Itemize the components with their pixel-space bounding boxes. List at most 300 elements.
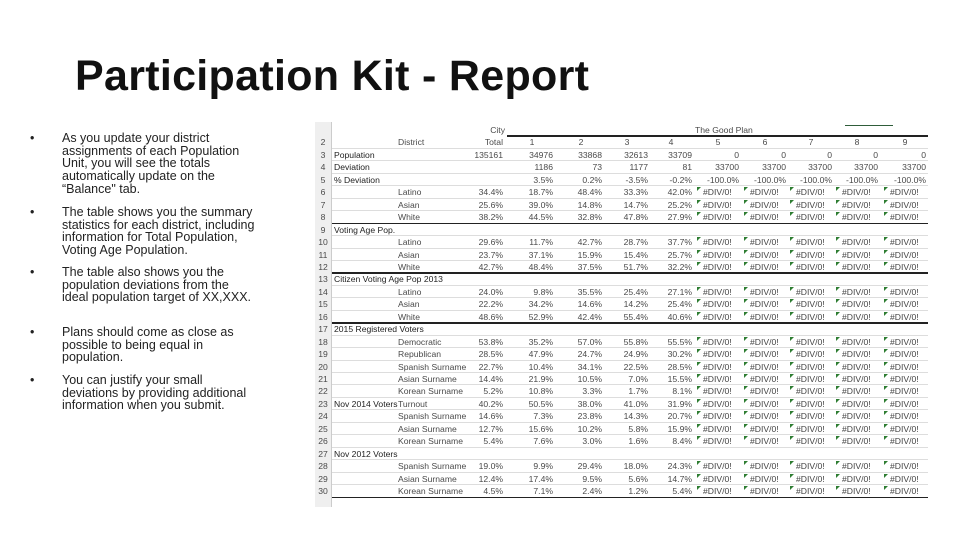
table-cell: 57.0% xyxy=(577,336,602,347)
error-indicator-icon xyxy=(884,349,888,353)
table-cell: 44.5% xyxy=(528,212,553,223)
table-cell: #DIV/0! xyxy=(703,249,732,260)
column-header: 1 xyxy=(529,137,535,148)
table-cell: #DIV/0! xyxy=(703,286,732,297)
error-indicator-icon xyxy=(790,237,794,241)
row-sublabel: Asian Surname xyxy=(398,423,457,434)
table-cell: 33700 xyxy=(715,162,739,173)
error-indicator-icon xyxy=(836,374,840,378)
table-cell: 15.9% xyxy=(667,423,692,434)
table-cell: #DIV/0! xyxy=(750,411,779,422)
table-cell: 27.9% xyxy=(667,212,692,223)
table-cell: 37.5% xyxy=(577,261,602,272)
error-indicator-icon xyxy=(884,374,888,378)
table-cell: #DIV/0! xyxy=(796,212,825,223)
error-indicator-icon xyxy=(884,237,888,241)
table-cell: #DIV/0! xyxy=(842,473,871,484)
row-label: Deviation xyxy=(334,162,370,173)
error-indicator-icon xyxy=(836,362,840,366)
table-cell: #DIV/0! xyxy=(750,349,779,360)
table-cell: 15.6% xyxy=(528,423,553,434)
error-indicator-icon xyxy=(790,200,794,204)
row-sublabel: Korean Surname xyxy=(398,436,463,447)
error-indicator-icon xyxy=(697,486,701,490)
table-cell: #DIV/0! xyxy=(842,299,871,310)
error-indicator-icon xyxy=(697,386,701,390)
error-indicator-icon xyxy=(744,399,748,403)
table-cell: 17.4% xyxy=(528,473,553,484)
error-indicator-icon xyxy=(836,436,840,440)
table-cell: #DIV/0! xyxy=(890,374,919,384)
table-cell: 25.4% xyxy=(623,286,648,297)
table-cell: 34976 xyxy=(529,149,553,160)
row-number: 20 xyxy=(318,361,328,372)
table-cell: 10.5% xyxy=(577,374,602,384)
row-sublabel: Asian xyxy=(398,199,420,210)
table-cell: 1.7% xyxy=(628,386,648,397)
table-cell: 40.2% xyxy=(478,398,503,409)
table-cell: 33700 xyxy=(808,162,832,173)
table-cell: -3.5% xyxy=(625,174,648,185)
row-sublabel: Asian Surname xyxy=(398,473,457,484)
row-number: 14 xyxy=(318,286,328,297)
table-cell: #DIV/0! xyxy=(842,212,871,223)
table-cell: -100.0% xyxy=(893,174,926,185)
error-indicator-icon xyxy=(744,262,748,266)
table-cell: 3.0% xyxy=(582,436,602,447)
table-cell: #DIV/0! xyxy=(796,261,825,272)
error-indicator-icon xyxy=(836,212,840,216)
row-label: Citizen Voting Age Pop 2013 xyxy=(334,274,443,285)
table-cell: 14.2% xyxy=(623,299,648,310)
table-cell: 55.5% xyxy=(667,336,692,347)
table-cell: #DIV/0! xyxy=(703,486,732,497)
table-cell: 55.4% xyxy=(623,311,648,322)
table-cell: #DIV/0! xyxy=(750,199,779,210)
error-indicator-icon xyxy=(884,250,888,254)
row-number: 18 xyxy=(318,336,328,347)
table-cell: #DIV/0! xyxy=(890,311,919,322)
row-sublabel: Asian xyxy=(398,299,420,310)
table-cell: 21.9% xyxy=(528,374,553,384)
table-cell: #DIV/0! xyxy=(750,187,779,198)
error-indicator-icon xyxy=(884,399,888,403)
error-indicator-icon xyxy=(697,424,701,428)
error-indicator-icon xyxy=(790,486,794,490)
error-indicator-icon xyxy=(697,187,701,191)
table-cell: 4.5% xyxy=(483,486,503,497)
table-cell: 33709 xyxy=(668,149,692,160)
error-indicator-icon xyxy=(836,461,840,465)
bullet-line: Plans should come as close as xyxy=(62,325,234,339)
error-indicator-icon xyxy=(884,362,888,366)
error-indicator-icon xyxy=(744,424,748,428)
row-sublabel: Republican xyxy=(398,349,441,360)
table-cell: 47.8% xyxy=(623,212,648,223)
row-sublabel: Latino xyxy=(398,187,422,198)
table-cell: 37.1% xyxy=(528,249,553,260)
table-cell: 9.5% xyxy=(582,473,602,484)
error-indicator-icon xyxy=(697,262,701,266)
row-number: 3 xyxy=(320,149,326,160)
table-cell: 30.2% xyxy=(667,349,692,360)
table-cell: 32.8% xyxy=(577,212,602,223)
table-cell: 1.2% xyxy=(628,486,648,497)
table-cell: 28.5% xyxy=(478,349,503,360)
table-cell: #DIV/0! xyxy=(750,212,779,223)
row-number: 23 xyxy=(318,398,328,409)
row-number: 13 xyxy=(318,274,328,285)
table-cell: #DIV/0! xyxy=(703,374,732,384)
column-header: 2 xyxy=(578,137,584,148)
table-cell: #DIV/0! xyxy=(842,398,871,409)
error-indicator-icon xyxy=(697,250,701,254)
error-indicator-icon xyxy=(697,299,701,303)
row-number: 9 xyxy=(320,224,326,235)
error-indicator-icon xyxy=(884,299,888,303)
row-number: 8 xyxy=(320,212,326,223)
table-cell: 42.4% xyxy=(577,311,602,322)
table-cell: #DIV/0! xyxy=(703,361,732,372)
table-cell: #DIV/0! xyxy=(750,398,779,409)
table-cell: -0.2% xyxy=(669,174,692,185)
table-cell: #DIV/0! xyxy=(890,299,919,310)
row-number: 4 xyxy=(320,162,326,173)
table-cell: 32613 xyxy=(624,149,648,160)
table-cell: #DIV/0! xyxy=(750,249,779,260)
table-cell: 15.5% xyxy=(667,374,692,384)
table-cell: #DIV/0! xyxy=(750,461,779,472)
table-cell: #DIV/0! xyxy=(842,361,871,372)
error-indicator-icon xyxy=(697,461,701,465)
bullet-line: automatically update on the xyxy=(62,169,215,184)
table-cell: 25.6% xyxy=(478,199,503,210)
column-header: 5 xyxy=(715,137,721,148)
error-indicator-icon xyxy=(744,200,748,204)
table-cell: #DIV/0! xyxy=(703,386,732,397)
table-cell: #DIV/0! xyxy=(703,261,732,272)
table-cell: 0 xyxy=(734,149,739,160)
bullet-dot-icon: • xyxy=(30,265,35,279)
table-cell: 14.3% xyxy=(623,411,648,422)
table-cell: 41.0% xyxy=(623,398,648,409)
table-cell: 14.7% xyxy=(623,199,648,210)
row-number: 12 xyxy=(318,261,328,272)
row-sublabel: Turnout xyxy=(398,398,428,409)
error-indicator-icon xyxy=(836,424,840,428)
table-cell: #DIV/0! xyxy=(796,311,825,322)
error-indicator-icon xyxy=(836,474,840,478)
row-sublabel: White xyxy=(398,212,420,223)
table-cell: 12.7% xyxy=(478,423,503,434)
table-cell: 48.6% xyxy=(478,311,503,322)
row-number: 2 xyxy=(320,137,326,148)
bullet-line: possible to being equal in xyxy=(62,337,204,352)
table-cell: 22.2% xyxy=(478,299,503,310)
table-cell: #DIV/0! xyxy=(703,461,732,472)
table-cell: 1186 xyxy=(534,162,553,173)
table-cell: 25.4% xyxy=(667,299,692,310)
error-indicator-icon xyxy=(697,474,701,478)
table-cell: #DIV/0! xyxy=(703,423,732,434)
bullet-line: deviations by providing additional xyxy=(62,385,247,400)
bullet-line: The table also shows you the xyxy=(62,265,224,279)
table-cell: #DIV/0! xyxy=(842,349,871,360)
error-indicator-icon xyxy=(790,299,794,303)
row-sublabel: Democratic xyxy=(398,336,442,347)
table-cell: #DIV/0! xyxy=(703,436,732,447)
table-cell: 10.8% xyxy=(528,386,553,397)
table-cell: #DIV/0! xyxy=(796,199,825,210)
error-indicator-icon xyxy=(744,486,748,490)
table-cell: #DIV/0! xyxy=(890,261,919,272)
table-cell: #DIV/0! xyxy=(796,461,825,472)
table-cell: 32.2% xyxy=(667,261,692,272)
row-number: 17 xyxy=(318,324,328,335)
bullet-line: information when you submit. xyxy=(62,398,225,413)
error-indicator-icon xyxy=(884,424,888,428)
table-cell: 37.7% xyxy=(667,237,692,248)
table-cell: #DIV/0! xyxy=(890,473,919,484)
table-cell: 7.3% xyxy=(533,411,553,422)
row-number: 24 xyxy=(318,411,328,422)
row-number: 29 xyxy=(318,473,328,484)
error-indicator-icon xyxy=(836,399,840,403)
table-cell: #DIV/0! xyxy=(890,212,919,223)
bullet-dot-icon: • xyxy=(30,205,35,219)
row-sublabel: Korean Surname xyxy=(398,386,463,397)
row-number: 28 xyxy=(318,461,328,472)
error-indicator-icon xyxy=(697,337,701,341)
table-cell: #DIV/0! xyxy=(890,461,919,472)
row-label: 2015 Registered Voters xyxy=(334,324,424,335)
table-cell: 0 xyxy=(827,149,832,160)
error-indicator-icon xyxy=(884,312,888,316)
error-indicator-icon xyxy=(884,474,888,478)
error-indicator-icon xyxy=(884,212,888,216)
table-cell: #DIV/0! xyxy=(842,461,871,472)
table-cell: 24.3% xyxy=(667,461,692,472)
table-cell: 42.7% xyxy=(577,237,602,248)
table-cell: #DIV/0! xyxy=(842,374,871,384)
table-cell: 3.5% xyxy=(533,174,553,185)
bullet-dot-icon: • xyxy=(30,325,35,339)
table-cell: 5.6% xyxy=(628,473,648,484)
error-indicator-icon xyxy=(790,349,794,353)
table-cell: #DIV/0! xyxy=(842,436,871,447)
error-indicator-icon xyxy=(744,474,748,478)
bullet-line: You can justify your small xyxy=(62,373,203,387)
table-cell: #DIV/0! xyxy=(796,398,825,409)
error-indicator-icon xyxy=(790,424,794,428)
table-cell: #DIV/0! xyxy=(842,199,871,210)
table-cell: 7.6% xyxy=(533,436,553,447)
table-cell: #DIV/0! xyxy=(890,386,919,397)
table-cell: 14.4% xyxy=(478,374,503,384)
error-indicator-icon xyxy=(790,337,794,341)
table-cell: 5.2% xyxy=(483,386,503,397)
table-cell: 33868 xyxy=(578,149,602,160)
error-indicator-icon xyxy=(884,287,888,291)
table-cell: 34.2% xyxy=(528,299,553,310)
table-cell: 0 xyxy=(873,149,878,160)
table-cell: #DIV/0! xyxy=(750,261,779,272)
table-cell: #DIV/0! xyxy=(890,199,919,210)
row-border xyxy=(332,223,928,225)
table-cell: #DIV/0! xyxy=(890,249,919,260)
table-cell: #DIV/0! xyxy=(703,187,732,198)
table-cell: 22.5% xyxy=(623,361,648,372)
table-cell: #DIV/0! xyxy=(703,299,732,310)
row-number: 21 xyxy=(318,374,328,384)
table-cell: 42.0% xyxy=(667,187,692,198)
row-sublabel: Spanish Surname xyxy=(398,411,467,422)
error-indicator-icon xyxy=(836,250,840,254)
table-cell: #DIV/0! xyxy=(842,311,871,322)
row-number: 7 xyxy=(320,199,326,210)
error-indicator-icon xyxy=(744,187,748,191)
table-cell: 29.6% xyxy=(478,237,503,248)
table-cell: -100.0% xyxy=(753,174,786,185)
table-cell: #DIV/0! xyxy=(750,423,779,434)
table-cell: 81 xyxy=(682,162,692,173)
table-cell: -100.0% xyxy=(706,174,739,185)
error-indicator-icon xyxy=(697,411,701,415)
row-sublabel: Spanish Surname xyxy=(398,461,467,472)
table-cell: 51.7% xyxy=(623,261,648,272)
table-cell: 0 xyxy=(781,149,786,160)
bullet-dot-icon: • xyxy=(30,373,35,387)
row-number: 25 xyxy=(318,423,328,434)
error-indicator-icon xyxy=(790,411,794,415)
error-indicator-icon xyxy=(836,200,840,204)
error-indicator-icon xyxy=(884,337,888,341)
table-cell: 25.7% xyxy=(667,249,692,260)
column-header: 3 xyxy=(624,137,630,148)
bullet-line: information for Total Population, xyxy=(62,230,238,245)
table-cell: 33.3% xyxy=(623,187,648,198)
row-label: Nov 2012 Voters xyxy=(334,448,398,459)
table-cell: 28.7% xyxy=(623,237,648,248)
error-indicator-icon xyxy=(697,362,701,366)
error-indicator-icon xyxy=(884,486,888,490)
bullet-line: As you update your district xyxy=(62,131,210,145)
error-indicator-icon xyxy=(790,386,794,390)
table-cell: #DIV/0! xyxy=(890,411,919,422)
table-cell: #DIV/0! xyxy=(842,386,871,397)
table-cell: 8.4% xyxy=(672,436,692,447)
table-cell: 34.4% xyxy=(478,187,503,198)
row-sublabel: White xyxy=(398,261,420,272)
error-indicator-icon xyxy=(744,212,748,216)
row-label: % Deviation xyxy=(334,174,380,185)
table-cell: #DIV/0! xyxy=(796,249,825,260)
table-cell: #DIV/0! xyxy=(750,237,779,248)
table-cell: 10.2% xyxy=(577,423,602,434)
error-indicator-icon xyxy=(884,411,888,415)
error-indicator-icon xyxy=(790,374,794,378)
bullet-line: population. xyxy=(62,350,124,365)
table-cell: 28.5% xyxy=(667,361,692,372)
table-cell: 0 xyxy=(921,149,926,160)
error-indicator-icon xyxy=(744,287,748,291)
row-number: 11 xyxy=(318,249,328,260)
table-cell: 29.4% xyxy=(577,461,602,472)
row-label: Nov 2014 Voters xyxy=(334,398,398,409)
table-cell: #DIV/0! xyxy=(890,286,919,297)
row-sublabel: Asian xyxy=(398,249,420,260)
error-indicator-icon xyxy=(884,262,888,266)
table-cell: #DIV/0! xyxy=(750,311,779,322)
table-cell: 38.0% xyxy=(577,398,602,409)
table-cell: 3.3% xyxy=(582,386,602,397)
table-cell: 39.0% xyxy=(528,199,553,210)
table-cell: #DIV/0! xyxy=(750,436,779,447)
row-sublabel: Asian Surname xyxy=(398,374,457,384)
table-cell: 38.2% xyxy=(478,212,503,223)
table-cell: #DIV/0! xyxy=(796,411,825,422)
error-indicator-icon xyxy=(744,312,748,316)
error-indicator-icon xyxy=(884,187,888,191)
table-cell: 25.2% xyxy=(667,199,692,210)
error-indicator-icon xyxy=(790,474,794,478)
table-cell: 5.4% xyxy=(483,436,503,447)
table-cell: #DIV/0! xyxy=(703,349,732,360)
table-cell: #DIV/0! xyxy=(890,486,919,497)
table-cell: #DIV/0! xyxy=(842,423,871,434)
row-number: 19 xyxy=(318,349,328,360)
header-district: District xyxy=(398,137,425,148)
table-cell: 52.9% xyxy=(528,311,553,322)
table-cell: #DIV/0! xyxy=(703,473,732,484)
error-indicator-icon xyxy=(744,461,748,465)
table-cell: 135161 xyxy=(474,149,503,160)
table-cell: 7.0% xyxy=(628,374,648,384)
table-cell: #DIV/0! xyxy=(796,286,825,297)
table-cell: #DIV/0! xyxy=(890,361,919,372)
table-cell: 2.4% xyxy=(582,486,602,497)
table-cell: #DIV/0! xyxy=(796,486,825,497)
table-cell: 10.4% xyxy=(528,361,553,372)
table-cell: 73 xyxy=(592,162,602,173)
bullet-line: population deviations from the xyxy=(62,277,229,292)
error-indicator-icon xyxy=(836,337,840,341)
table-cell: 9.8% xyxy=(533,286,553,297)
error-indicator-icon xyxy=(884,436,888,440)
bullet-line: assignments of each Population xyxy=(62,143,240,158)
bullet-line: Voting Age Population. xyxy=(62,243,188,258)
column-header: Total xyxy=(484,137,503,148)
table-cell: #DIV/0! xyxy=(703,237,732,248)
table-cell: 24.0% xyxy=(478,286,503,297)
column-header: 4 xyxy=(668,137,674,148)
table-cell: #DIV/0! xyxy=(750,486,779,497)
table-cell: 40.6% xyxy=(667,311,692,322)
row-number: 10 xyxy=(318,237,328,248)
table-cell: 18.0% xyxy=(623,461,648,472)
error-indicator-icon xyxy=(697,349,701,353)
table-cell: 14.8% xyxy=(577,199,602,210)
table-cell: 15.9% xyxy=(577,249,602,260)
row-number: 5 xyxy=(320,174,326,185)
group-header-city: City xyxy=(490,125,505,135)
row-number: 30 xyxy=(318,486,328,497)
table-cell: 33700 xyxy=(762,162,786,173)
table-cell: 35.5% xyxy=(577,286,602,297)
error-indicator-icon xyxy=(836,187,840,191)
error-indicator-icon xyxy=(790,312,794,316)
slide-title: Participation Kit - Report xyxy=(75,52,590,100)
